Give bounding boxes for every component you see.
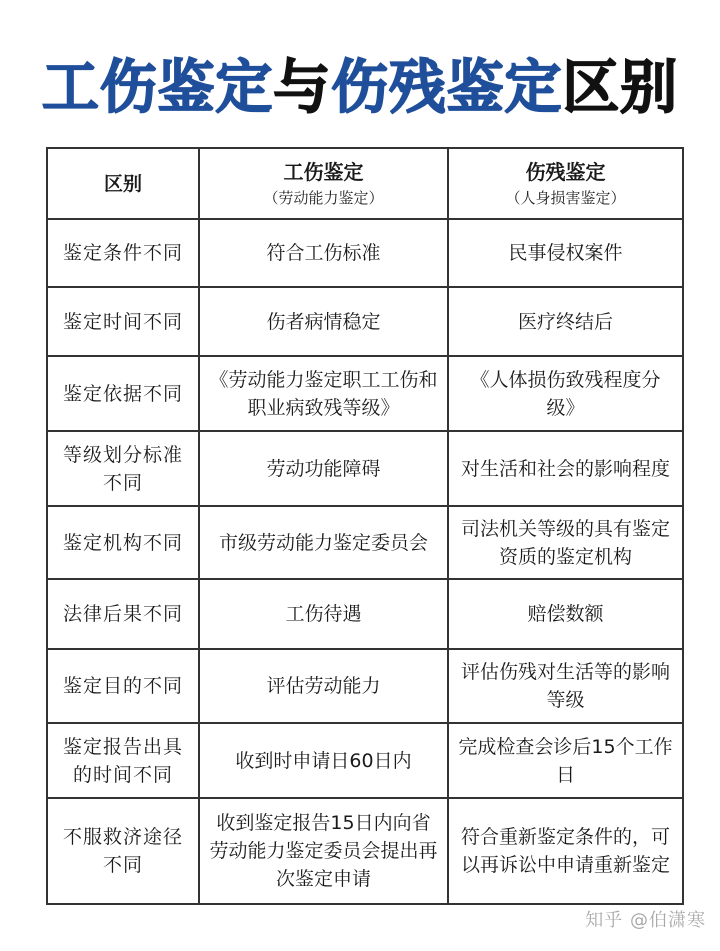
- header-gongshang: [199, 148, 448, 219]
- title-part-gongshang: 工伤鉴定: [41, 53, 274, 121]
- table-header-row: [47, 148, 683, 219]
- row-label: 鉴定条件不同: [47, 219, 199, 287]
- gongshang-cell: 收到鉴定报告15日内向省劳动能力鉴定委员会提出再次鉴定申请: [199, 798, 448, 904]
- header-shangcan-title: 伤残鉴定: [525, 159, 606, 184]
- table-row: [47, 723, 683, 798]
- shangcan-cell: 符合重新鉴定条件的，可以再诉讼中申请重新鉴定: [448, 798, 683, 904]
- comparison-table: [46, 147, 684, 905]
- page-title: [7, 52, 713, 122]
- shangcan-cell: 完成检查会诊后15个工作日: [448, 723, 683, 798]
- shangcan-cell: 医疗终结后: [448, 287, 683, 356]
- shangcan-cell: 评估伤残对生活等的影响等级: [448, 649, 683, 723]
- table-row: [47, 356, 683, 431]
- gongshang-cell: 收到时申请日60日内: [199, 723, 448, 798]
- header-gongshang-subtitle: （劳动能力鉴定）: [263, 188, 384, 207]
- title-part-shangcan: 伤残鉴定: [331, 53, 563, 121]
- shangcan-cell: 对生活和社会的影响程度: [448, 431, 683, 506]
- gongshang-cell: 劳动功能障碍: [199, 431, 448, 506]
- row-label: 等级划分标准不同: [47, 431, 199, 506]
- row-label: 鉴定目的不同: [47, 649, 199, 723]
- shangcan-cell: 《人体损伤致残程度分级》: [448, 356, 683, 431]
- table-row: [47, 798, 683, 904]
- table-row: [47, 219, 683, 287]
- shangcan-cell: 民事侵权案件: [448, 219, 683, 287]
- header-label: 区别: [47, 148, 199, 219]
- table-row: [47, 506, 683, 579]
- watermark: 知乎 @伯潇寒: [585, 910, 706, 931]
- title-part-qubie: 区别: [562, 53, 679, 121]
- row-label: 法律后果不同: [47, 579, 199, 649]
- gongshang-cell: 市级劳动能力鉴定委员会: [199, 506, 448, 579]
- shangcan-cell: 司法机关等级的具有鉴定资质的鉴定机构: [448, 506, 683, 579]
- table-row: [47, 431, 683, 506]
- gongshang-cell: 评估劳动能力: [199, 649, 448, 723]
- title-part-yu: 与: [273, 53, 332, 121]
- row-label: 鉴定依据不同: [47, 356, 199, 431]
- row-label: 不服救济途径不同: [47, 798, 199, 904]
- gongshang-cell: 伤者病情稳定: [199, 287, 448, 356]
- header-shangcan: [448, 148, 683, 219]
- header-shangcan-subtitle: （人身损害鉴定）: [505, 188, 626, 207]
- gongshang-cell: 符合工伤标准: [199, 219, 448, 287]
- table-row: [47, 287, 683, 356]
- shangcan-cell: 赔偿数额: [448, 579, 683, 649]
- table-row: [47, 649, 683, 723]
- gongshang-cell: 工伤待遇: [199, 579, 448, 649]
- row-label: 鉴定机构不同: [47, 506, 199, 579]
- header-gongshang-title: 工伤鉴定: [283, 159, 364, 184]
- row-label: 鉴定报告出具的时间不同: [47, 723, 199, 798]
- row-label: 鉴定时间不同: [47, 287, 199, 356]
- gongshang-cell: 《劳动能力鉴定职工工伤和职业病致残等级》: [199, 356, 448, 431]
- table-row: [47, 579, 683, 649]
